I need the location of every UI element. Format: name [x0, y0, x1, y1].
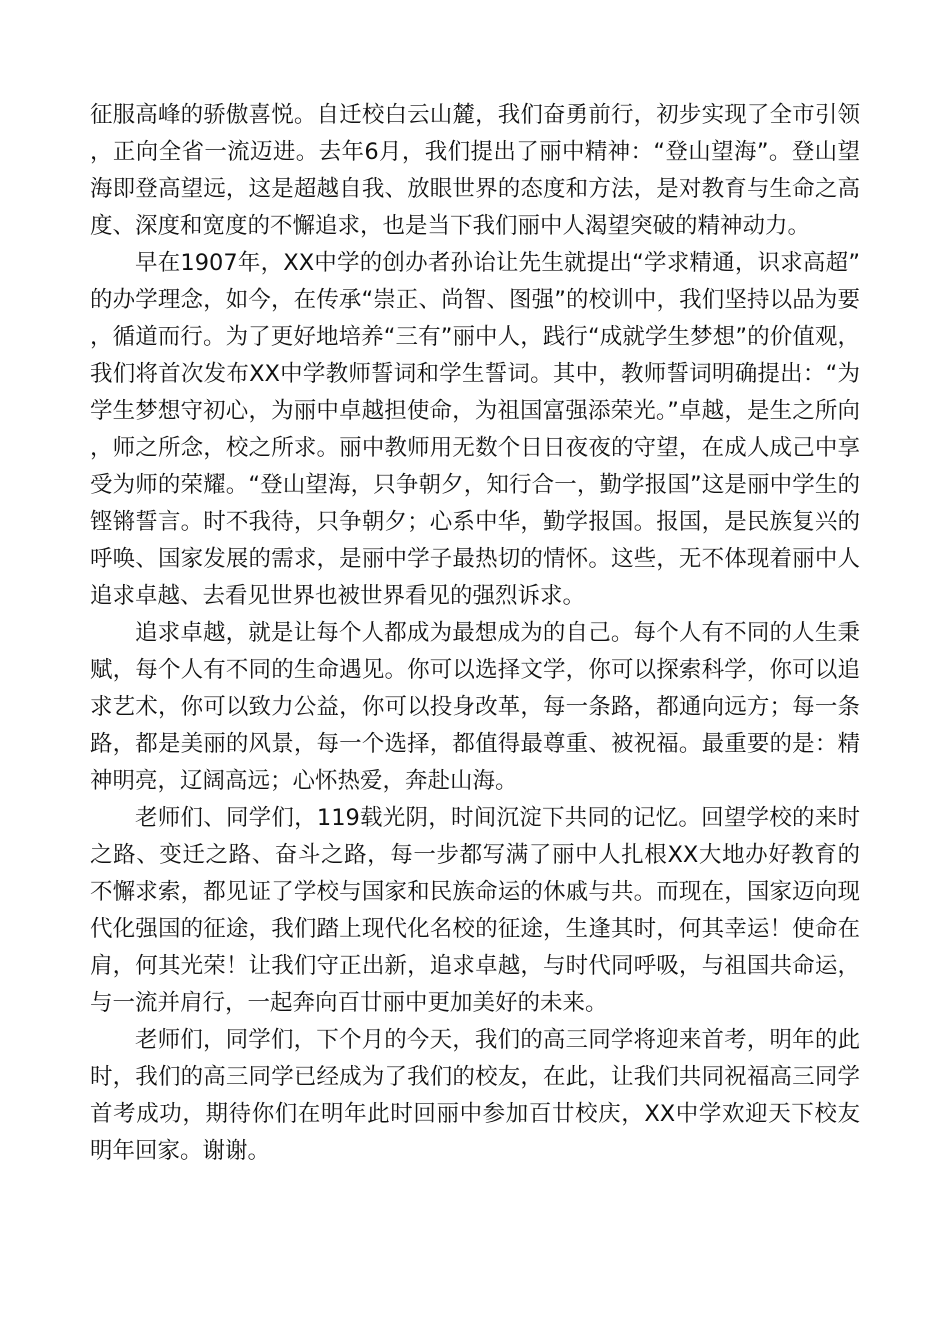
paragraph-continuation: 征服高峰的骄傲喜悦。自迁校白云山麓，我们奋勇前行，初步实现了全市引领，正向全省一流迈进。去年6月，我们提出了丽中精神：“登山望海”。登山望海即登高望远，这是超越自我、放眼世界的态度和方法，是对教育与生命之高度、深度和宽度的不懈追求，也是当下我们丽中人渴望突破的精神动力。	[90, 102, 860, 239]
paragraph-history: 老师们、同学们，119载光阴，时间沉淀下共同的记忆。回望学校的来时之路、变迁之路、奋斗之路，每一步都写满了丽中人扎根XX大地办好教育的不懈求索，都见证了学校与国家和民族命运的休戚与共。而现在，国家迈向现代化强国的征途，我们踏上现代化名校的征途，生逢其时，何其幸运！使命在肩，何其光荣！让我们守正出新，追求卓越，与时代同呼吸，与祖国共命运，与一流并肩行，一起奔向百廿丽中更加美好的未来。	[90, 805, 860, 1016]
paragraph-closing: 老师们，同学们，下个月的今天，我们的高三同学将迎来首考，明年的此时，我们的高三同学已经成为了我们的校友，在此，让我们共同祝福高三同学首考成功，期待你们在明年此时回丽中参加百廿校庆，XX中学欢迎天下校友明年回家。谢谢。	[90, 1027, 860, 1164]
paragraph-school-motto: 早在1907年，XX中学的创办者孙诒让先生就提出“学求精通，识求高超”的办学理念，如今，在传承“崇正、尚智、图强”的校训中，我们坚持以品为要，循道而行。为了更好地培养“三有”丽中人，践行“成就学生梦想”的价值观，我们将首次发布XX中学教师誓词和学生誓词。其中，教师誓词明确提出：“为学生梦想守初心，为丽中卓越担使命，为祖国富强添荣光。”卓越，是生之所向，师之所念，校之所求。丽中教师用无数个日日夜夜的守望，在成人成己中享受为师的荣耀。“登山望海，只争朝夕，知行合一，勤学报国”这是丽中学生的铿锵誓言。时不我待，只争朝夕；心系中华，勤学报国。报国，是民族复兴的呼唤、国家发展的需求，是丽中学子最热切的情怀。这些，无不体现着丽中人追求卓越、去看见世界也被世界看见的强烈诉求。	[90, 250, 860, 609]
document-page	[90, 97, 860, 1170]
paragraph-pursue-excellence: 追求卓越，就是让每个人都成为最想成为的自己。每个人有不同的人生秉赋，每个人有不同的生命遇见。你可以选择文学，你可以探索科学，你可以追求艺术，你可以致力公益，你可以投身改革，每一条路，都通向远方；每一条路，都是美丽的风景，每一个选择，都值得最尊重、被祝福。最重要的是：精神明亮，辽阔高远；心怀热爱，奔赴山海。	[90, 620, 860, 794]
